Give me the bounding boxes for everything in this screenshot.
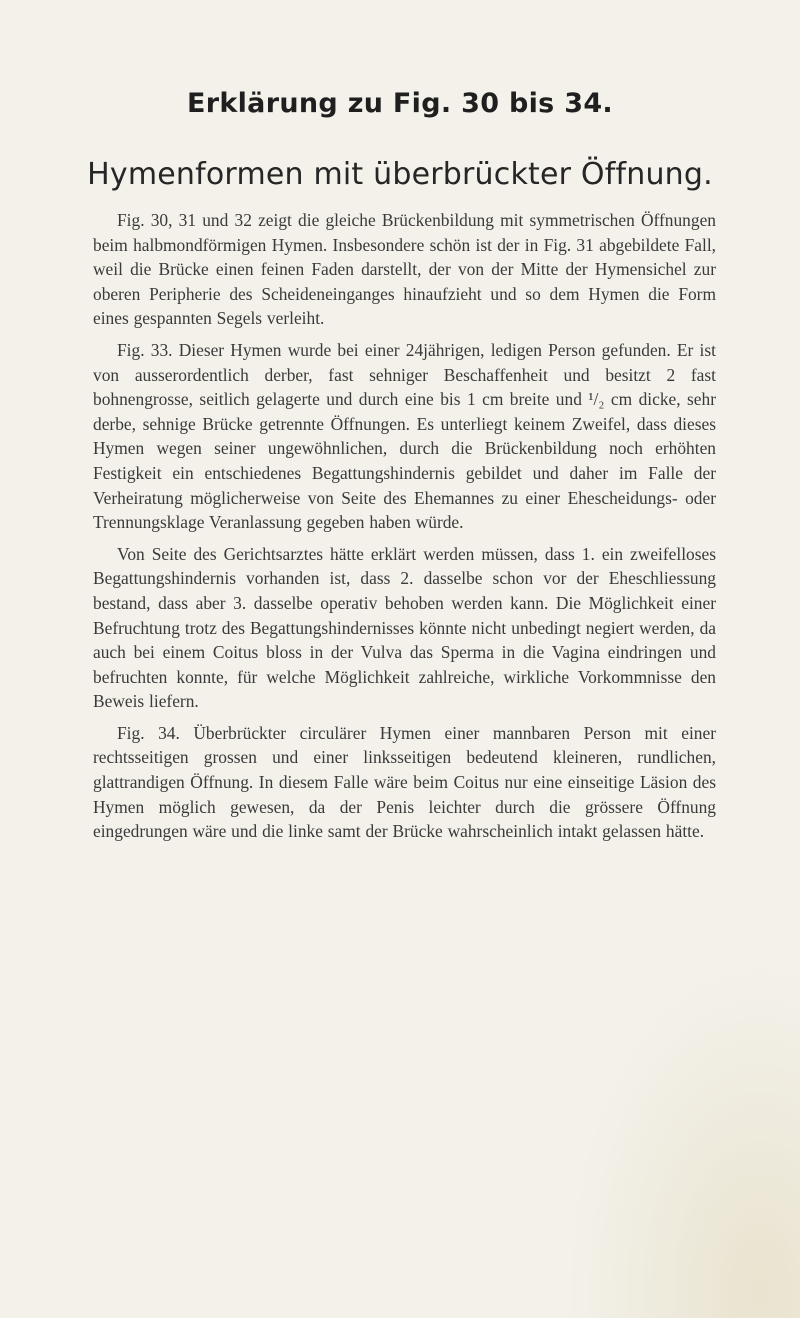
paragraph-fig-34: Fig. 34. Überbrückter circulärer Hymen einer mannbaren Person mit einer rechtsseitigen grossen und einer linksseitigen bedeutend kleineren, rundlichen, glattrandigen Öffnung. In diesem Falle wäre beim Coitus nur eine einseitige Läsion des Hymen möglich gewesen, da der Penis leichter durch die grössere Öffnung eingedrungen wäre und die linke samt der Brücke wahrscheinlich intakt gelassen hätte.: [93, 722, 716, 842]
page-header: Erklärung zu Fig. 30 bis 34.: [187, 88, 613, 119]
body-text: [93, 208, 716, 844]
paragraph-fig-30-32: Fig. 30, 31 und 32 zeigt die gleiche Brückenbildung mit symmetrischen Öffnungen beim halbmondförmigen Hymen. Insbesondere schön ist der in Fig. 31 abgebildete Fall, weil die Brücke einen feinen Faden darstellt, der von der Mitte der Hymensichel zur oberen Peripherie des Scheideneinganges hinaufzieht und so dem Hymen die Form eines gespannten Segels verleiht.: [93, 210, 716, 329]
section-title: Hymenformen mit überbrückter Öffnung.: [87, 157, 713, 192]
paragraph-gerichtsarzt: Von Seite des Gerichtsarztes hätte erklärt werden müssen, dass 1. ein zweifelloses Begattungshindernis vorhanden ist, dass 2. dasselbe schon vor der Eheschliessung bestand, dass aber 3. dasselbe operativ behoben werden kann. Die Möglichkeit einer Befruchtung trotz des Begattungshindernisses könnte nicht unbedingt negiert werden, da auch bei einem Coitus bloss in der Vulva das Sperma in die Vagina eindringen und befruchten konnte, für welche Möglichkeit zahlreiche, wirkliche Vorkommnisse den Beweis liefern.: [93, 543, 716, 712]
paragraph-fig-33: Fig. 33. Dieser Hymen wurde bei einer 24jährigen, ledigen Person gefunden. Er ist von ausserordentlich derber, fast sehniger Beschaffenheit und besitzt 2 fast bohnengrosse, seitlich gelagerte und durch eine bis 1 cm breite und ¹/₂ cm dicke, sehr derbe, sehnige Brücke getrennte Öffnungen. Es unterliegt keinem Zweifel, dass dieses Hymen wegen seiner ungewöhnlichen, durch die Brückenbildung noch erhöhten Festigkeit ein entschiedenes Begattungshindernis gebildet und daher im Falle der Verheiratung möglicherweise von Seite des Ehemannes zu einer Ehescheidungs- oder Trennungsklage Veranlassung gegeben haben würde.: [93, 339, 716, 533]
